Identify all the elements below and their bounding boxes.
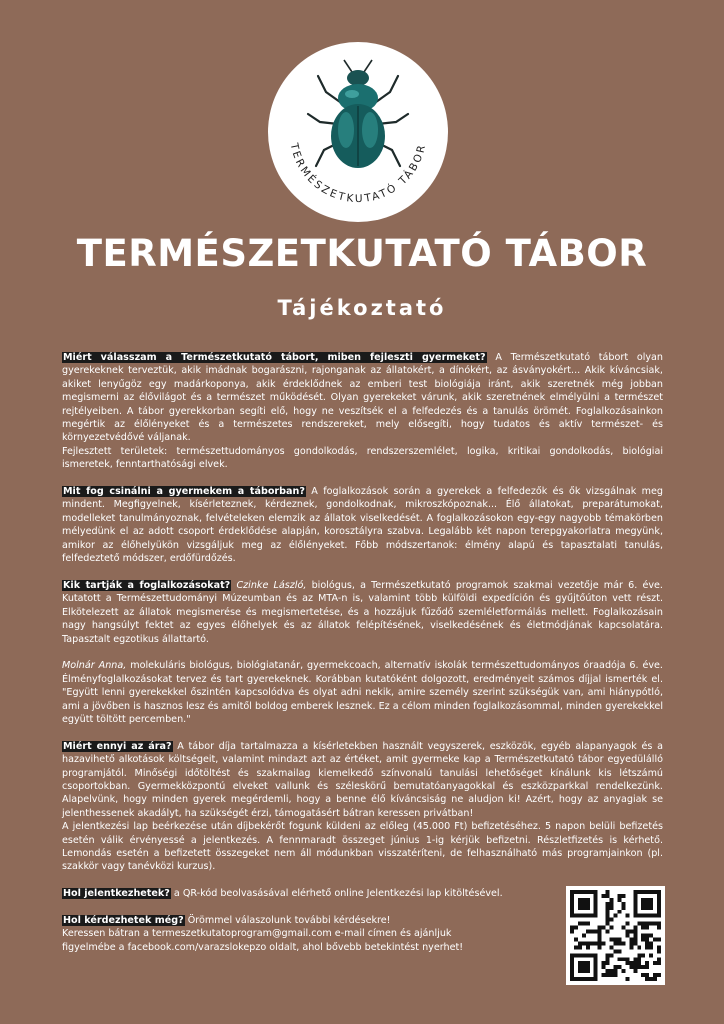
question-ask: Hol kérdezhetek még? bbox=[63, 914, 184, 926]
page-subtitle: Tájékoztató bbox=[277, 296, 447, 320]
section-ask bbox=[62, 914, 547, 927]
answer-what: A foglalkozások során a gyerekek a felfedezők és ők vizsgálnak meg mindent. Megfigyelnek, kísérleteznek, kérdeznek, gondolkodnak, mikroszkópoznak... Élő állatokat, preparátumokat, modelleket tanulmányoznak, felvételeken elemzik az állatok viselkedését. A foglalkozásokon egy-egy nagyobb témakörben mélyedünk el az adott csoport érdeklődése alapján, korosztályra szabva. Legalább két napon terepgyakorlatra megyünk, amikor az élőhelyükön vizsgáljuk meg az élőlényeket. Főbb módszertanok: élmény alapú és tapasztalati tanulás, felfedeztető módszer, erdőfürdőzés. bbox=[62, 486, 663, 565]
contact-facebook-line: figyelmébe a facebook.com/varazslokepzo oldalt, ahol bővebb betekintést nyerhet! bbox=[62, 941, 464, 953]
question-what: Mit fog csinálni a gyermekem a táborban? bbox=[63, 486, 305, 498]
logo-badge bbox=[268, 42, 448, 222]
section-what bbox=[62, 485, 663, 565]
section-who-2 bbox=[62, 659, 663, 726]
answer-why: A Természetkutató tábort olyan gyerekeknek terveztük, akik imádnak bogarászni, rajonganak az állatokért, a dínókért, az ásványokért... Akik kíváncsiak, akiket lenyűgöz egy madárkoponya, akik érdeklődnek az emberi test biológiája iránt, akik szeretnék még jobban megismerni az élővilágot és a természet működését. Olyan gyerekeket várunk, akik szeretnének elmélyülni a természet rejtélyeiben. A tábor gyerekkorban segíti elő, hogy ne veszítsék el a felfedezés és a tanulás örömét. Foglalkozásainkon megértik az élőlényeket és a természetes rendszereket, mely elősegíti, hogy tudatos és aktív természet- és környezetvédővé váljanak. bbox=[62, 352, 663, 444]
beetle-icon bbox=[268, 42, 448, 222]
answer-apply: a QR-kód beolvasásával elérhető online Jelentkezési lap kitöltésével. bbox=[170, 888, 503, 900]
qr-code-icon bbox=[566, 886, 665, 985]
developed-areas: Fejlesztett területek: természettudományos gondolkodás, rendszerszemlélet, logika, kritikai gondolkodás, biológiai ismeretek, fenntarthatósági elvek. bbox=[62, 445, 663, 471]
question-price: Miért ennyi az ára? bbox=[63, 740, 172, 752]
question-apply: Hol jelentkezhetek? bbox=[63, 888, 170, 900]
leader-bio-1: biológus, a Természetkutató programok szakmai vezetője már 6. éve. Kutatott a Természettudományi Múzeumban és az MTA-n is, valamint több külföldi expedíción és gyűjtőúton vett részt. Elkötelezett az állatok megismerése és megismertetése, és a hozzájuk fűződő szemléletformálás mellett. Foglalkozásain nagy hangsúlyt fektet az egyes élőhelyek és az állatok felépítésének, viselkedésének és életmódjának kapcsolatára. Tapasztalt egzotikus állattartó. bbox=[62, 579, 663, 645]
page-title: TERMÉSZETKUTATÓ TÁBOR bbox=[76, 232, 648, 275]
info-content bbox=[62, 351, 663, 954]
question-why: Miért válasszam a Természetkutató tábort, miben fejleszti gyermeket? bbox=[63, 352, 486, 363]
leader-bio-2: molekuláris biológus, biológiatanár, gyermekcoach, alternatív iskolák természettudományos óraadója 6. éve. Élményfoglalkozásokat tervez és tart gyerekeknek. Korábban kutatóként dolgozott, eredményeit számos díjjal ismerték el. "Együtt lenni gyerekekkel őszintén kapcsolódva és olyat adni nekik, amire személy szerint szükségük van, ami hiánypótló, ami a jövőben is hasznos lesz és amitől boldog emberek lesznek. Ez a célom minden foglalkozásommal, minden gyerekekkel együtt töltött percemben." bbox=[62, 660, 663, 725]
answer-price: A tábor díja tartalmazza a kísérletekben használt vegyszerek, eszközök, egyéb alapanyagok és a hazavihető alkotások költségeit, valamint mindazt azt az értéket, amit gyermeke kap a Természetkutató tábor egyedülálló programjától. Minőségi időtöltést és szakmailag kiemelkedő színvonalú tanulási lehetőséget kínálunk kis létszámú csoportokban. Gyermekközpontú elveket vallunk és széleskörű bemutatóanyagokkal és eszközparkkal rendelkezünk. Alapelvünk, hogy minden gyerek megérdemli, hogy a benne élő kíváncsiság ne aludjon ki! Azért, hogy az anyagiak se jelenthessenek akadályt, ha szükségét érzi, támogatásért bátran keressen privátban! bbox=[62, 740, 663, 819]
question-who: Kik tartják a foglalkozásokat? bbox=[63, 579, 231, 591]
section-price bbox=[62, 740, 663, 820]
answer-ask: Örömmel válaszolunk további kérdésekre! bbox=[184, 914, 391, 926]
section-why bbox=[62, 351, 663, 445]
logo-ring-text: TERMÉSZETKUTATÓ TÁBOR bbox=[287, 142, 429, 206]
leader-name-2: Molnár Anna, bbox=[62, 660, 127, 672]
section-who bbox=[62, 579, 663, 646]
qr-code[interactable] bbox=[566, 886, 665, 985]
contact-email-line: Keressen bátran a termeszetkutatoprogram@gmail.com e-mail címen és ajánljuk bbox=[62, 928, 452, 940]
leader-name-1: Czinke László, bbox=[236, 579, 307, 591]
payment-info: A jelentkezési lap beérkezése után díjbekérőt fogunk küldeni az előleg (45.000 Ft) befizetéséhez. 5 napon belüli befizetés esetén válik érvényessé a jelentkezés. A fennmaradt összeget június 1-ig kérjük befizetni. Részletfizetés is kérhető. Lemondás esetén a befizetett összegeket nem áll módunkban visszatéríteni, de felhasználható más programjainkon (pl. szakkör vagy tanévközi kurzus). bbox=[62, 821, 663, 873]
section-apply bbox=[62, 887, 547, 900]
